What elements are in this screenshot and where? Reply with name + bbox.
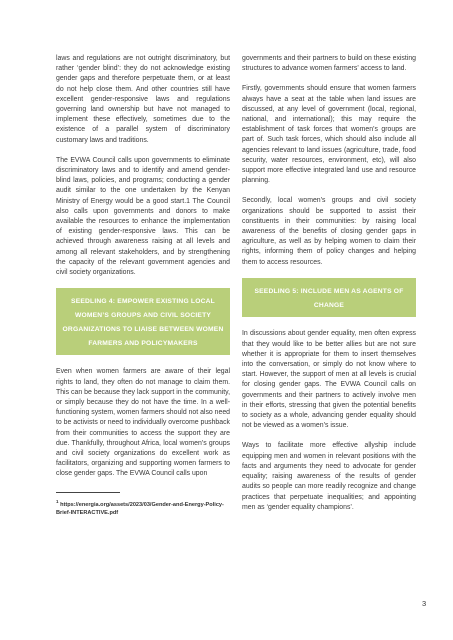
right-paragraph-1: governments and their partners to build on these existing structures to advance women farmers’ access to land. — [242, 55, 416, 73]
right-paragraph-5: Ways to facilitate more effective allyship include equipping men and women in relevant positions with the facts and arguments they need to advocate for gender equality; raising awareness of the results of gender audits so people can more readily recognize and change practices that perpetuate inequalities; and appointing men as ‘gender equality champions’. — [242, 442, 416, 511]
right-paragraph-4: In discussions about gender equality, men often express that they would like to be better allies but are not sure whether it is appropriate for them to insert themselves into the conversation, or simply do not know where to start. However, the support of men at all levels is crucial for closing gender gaps. The EVWA Council calls on governments and their partners to actively involve men in their efforts, stressing that given the potential benefits to society as a whole, advancing gender equality should not be viewed as a women’s issue. — [242, 330, 416, 430]
right-column — [242, 54, 416, 523]
footnote-number: 1 — [56, 498, 59, 504]
left-column — [56, 54, 230, 518]
right-paragraph-2: Firstly, governments should ensure that women farmers always have a seat at the table when land issues are discussed, at any level of government (local, regional, national, and international); this may require the establishment of task forces that women’s groups are part of. Such task forces, which should also include all agencies relevant to land issues (agriculture, trade, food security, water resources, environment, etc), will also support more effective integrated land use and resource planning. — [242, 85, 416, 185]
footnote-link[interactable]: https://energia.org/assets/2023/03/Gender-and-Energy-Policy-Brief-INTERACTIVE.pdf — [56, 501, 224, 517]
left-paragraph-2: The EVWA Council calls upon governments to eliminate discriminatory laws and to identify and amend gender-blind laws, policies, and programs; conducting a gender audit similar to the one undertaken by the Kenyan Ministry of Energy would be a good start.1 The Council also calls upon governments and donors to make available the resources to enhance the implementation of existing gender-responsive laws. This can be achieved through awareness raising at all levels and among all relevant stakeholders, and by strengthening the capacity of the relevant government agencies and civil society organizations. — [56, 156, 230, 277]
left-paragraph-1: laws and regulations are not outright discriminatory, but rather ‘gender blind’: they do not acknowledge existing gender gaps and therefore perpetuate them, or at least do not help close them. And other countries still have excellent gender-responsive laws and regulations governing land ownership but have not managed to implement these effectively, sometimes due to the existence of a parallel system of discriminatory customary laws and traditions. — [56, 55, 230, 144]
footnote-divider — [56, 492, 120, 493]
right-paragraph-3: Secondly, local women’s groups and civil society organizations should be supported to assist their constituents in their communities: by raising local awareness of the benefits of closing gender gaps in agriculture, as well as by helping women to claim their rights, informing them of policy changes and helping them to access resources. — [242, 197, 416, 266]
page-number: 3 — [422, 599, 427, 608]
left-paragraph-3: Even when women farmers are aware of their legal rights to land, they often do not manage to claim them. This can be because they lack support in the community, or simply because they do not have the time. In a well-functioning system, women farmers should not also need to be activists or need to individually overcome pushback from their communities to access the support they are due. Thankfully, throughout Africa, local women’s groups and civil society organizations do excellent work as facilitators, organizing and supporting women farmers to close gender gaps. The EVWA Council calls upon — [56, 368, 230, 478]
seedling-4-heading: SEEDLING 4: EMPOWER EXISTING LOCAL WOMEN’S GROUPS AND CIVIL SOCIETY ORGANIZATIONS TO LIAISE BETWEEN WOMEN FARMERS AND POLICYMAKERS — [56, 288, 230, 355]
footnote — [56, 498, 230, 518]
seedling-5-heading: SEEDLING 5: INCLUDE MEN AS AGENTS OF CHANGE — [242, 278, 416, 318]
